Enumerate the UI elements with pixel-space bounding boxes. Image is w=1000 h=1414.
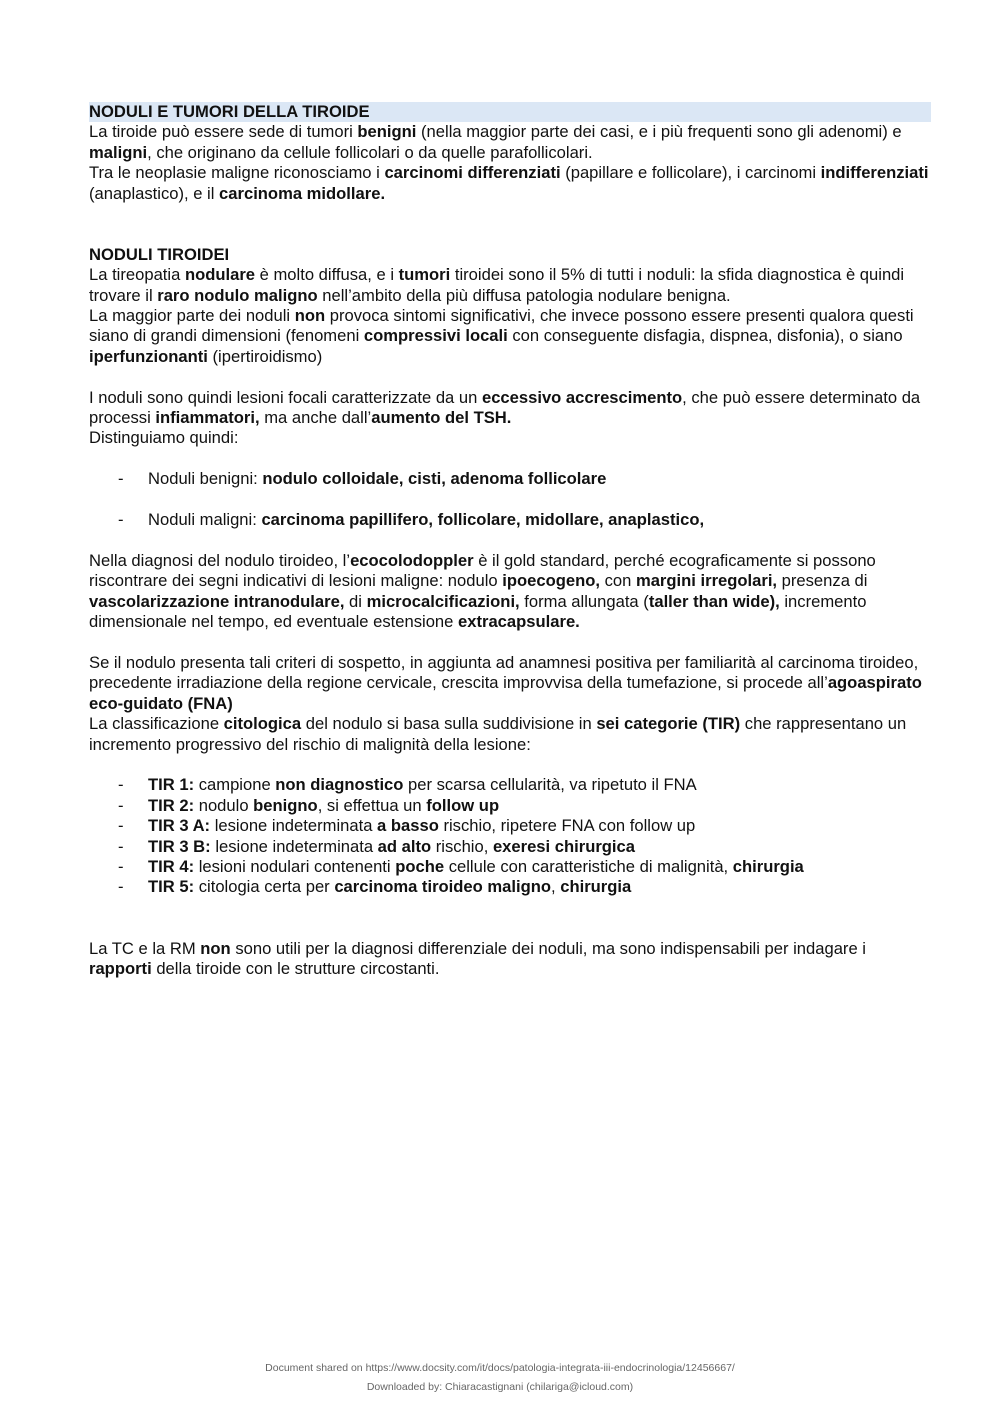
paragraph: I noduli sono quindi lesioni focali caratterizzate da un eccessivo accrescimento, che può essere determinato da processi infiammatori, ma anche dall’aumento del TSH.: [89, 387, 921, 428]
nodule-types-list: [89, 469, 931, 530]
list-item: - TIR 5: citologia certa per carcinoma tiroideo maligno, chirurgia: [118, 877, 632, 897]
paragraph: La classificazione citologica del nodulo si basa sulla suddivisione in sei categorie (TIR) che rappresentano un incremento progressivo del rischio di malignità della lesione:: [89, 714, 907, 754]
footer-downloaded-by: Downloaded by: Chiaracastignani (chilariga@icloud.com): [366, 1381, 634, 1393]
list-item: - TIR 3 A: lesione indeterminata a basso rischio, ripetere FNA con follow up: [118, 816, 696, 836]
paragraph: La tiroide può essere sede di tumori benigni (nella maggior parte dei casi, e i più frequenti sono gli adenomi) e maligni, che originano da cellule follicolari o da quelle parafollicolari.: [89, 122, 902, 162]
document-body: [89, 102, 931, 979]
list-item: - TIR 1: campione non diagnostico per scarsa cellularità, va ripetuto il FNA: [118, 775, 697, 795]
paragraph: La maggior parte dei noduli non provoca sintomi significativi, che invece possono essere presenti qualora questi siano di grandi dimensioni (fenomeni compressivi locali con conseguente disfagia, dispnea, disfonia), o siano iperfunzionanti (ipertiroidismo): [89, 306, 914, 366]
paragraph: Tra le neoplasie maligne riconosciamo i carcinomi differenziati (papillare e follicolare), i carcinomi indifferenziati (anaplastico), e il carcinoma midollare.: [89, 163, 929, 203]
section-title-noduli-tiroidei: NODULI TIROIDEI: [89, 244, 230, 264]
list-item: - Noduli maligni: carcinoma papillifero, follicolare, midollare, anaplastico,: [118, 510, 705, 530]
list-item: - Noduli benigni: nodulo colloidale, cisti, adenoma follicolare: [118, 469, 607, 489]
list-item: - TIR 2: nodulo benigno, si effettua un follow up: [118, 795, 500, 815]
list-item: - TIR 3 B: lesione indeterminata ad alto rischio, exeresi chirurgica: [118, 836, 635, 856]
tir-classification-list: [89, 775, 931, 897]
paragraph: Distinguiamo quindi:: [89, 428, 239, 448]
list-item: - TIR 4: lesioni nodulari contenenti poche cellule con caratteristiche di malignità, chirurgia: [118, 856, 804, 876]
section-title-noduli-e-tumori: NODULI E TUMORI DELLA TIROIDE: [89, 102, 931, 122]
footer-shared-link: Document shared on https://www.docsity.com/it/docs/patologia-integrata-iii-endocrinologia/12456667/: [265, 1362, 735, 1374]
paragraph: Se il nodulo presenta tali criteri di sospetto, in aggiunta ad anamnesi positiva per familiarità al carcinoma tiroideo, precedente irradiazione della regione cervicale, crescita improvvisa della tumefazione, si procede all’agoaspirato eco-guidato (FNA): [89, 652, 922, 713]
paragraph: Nella diagnosi del nodulo tiroideo, l’ecocolodoppler è il gold standard, perché ecograficamente si possono riscontrare dei segni indicativi di lesioni maligne: nodulo ipoecogeno, con margini irregolari, presenza di vascolarizzazione intranodulare, di microcalcificazioni, forma allungata (taller than wide), incremento dimensionale nel tempo, ed eventuale estensione extracapsulare.: [89, 550, 876, 632]
paragraph: La TC e la RM non sono utili per la diagnosi differenziale dei noduli, ma sono indispensabili per indagare i rapporti della tiroide con le strutture circostanti.: [89, 938, 866, 978]
paragraph: La tireopatia nodulare è molto diffusa, e i tumori tiroidei sono il 5% di tutti i noduli: la sfida diagnostica è quindi trovare il raro nodulo maligno nell’ambito della più diffusa patologia nodulare benigna.: [89, 265, 905, 305]
